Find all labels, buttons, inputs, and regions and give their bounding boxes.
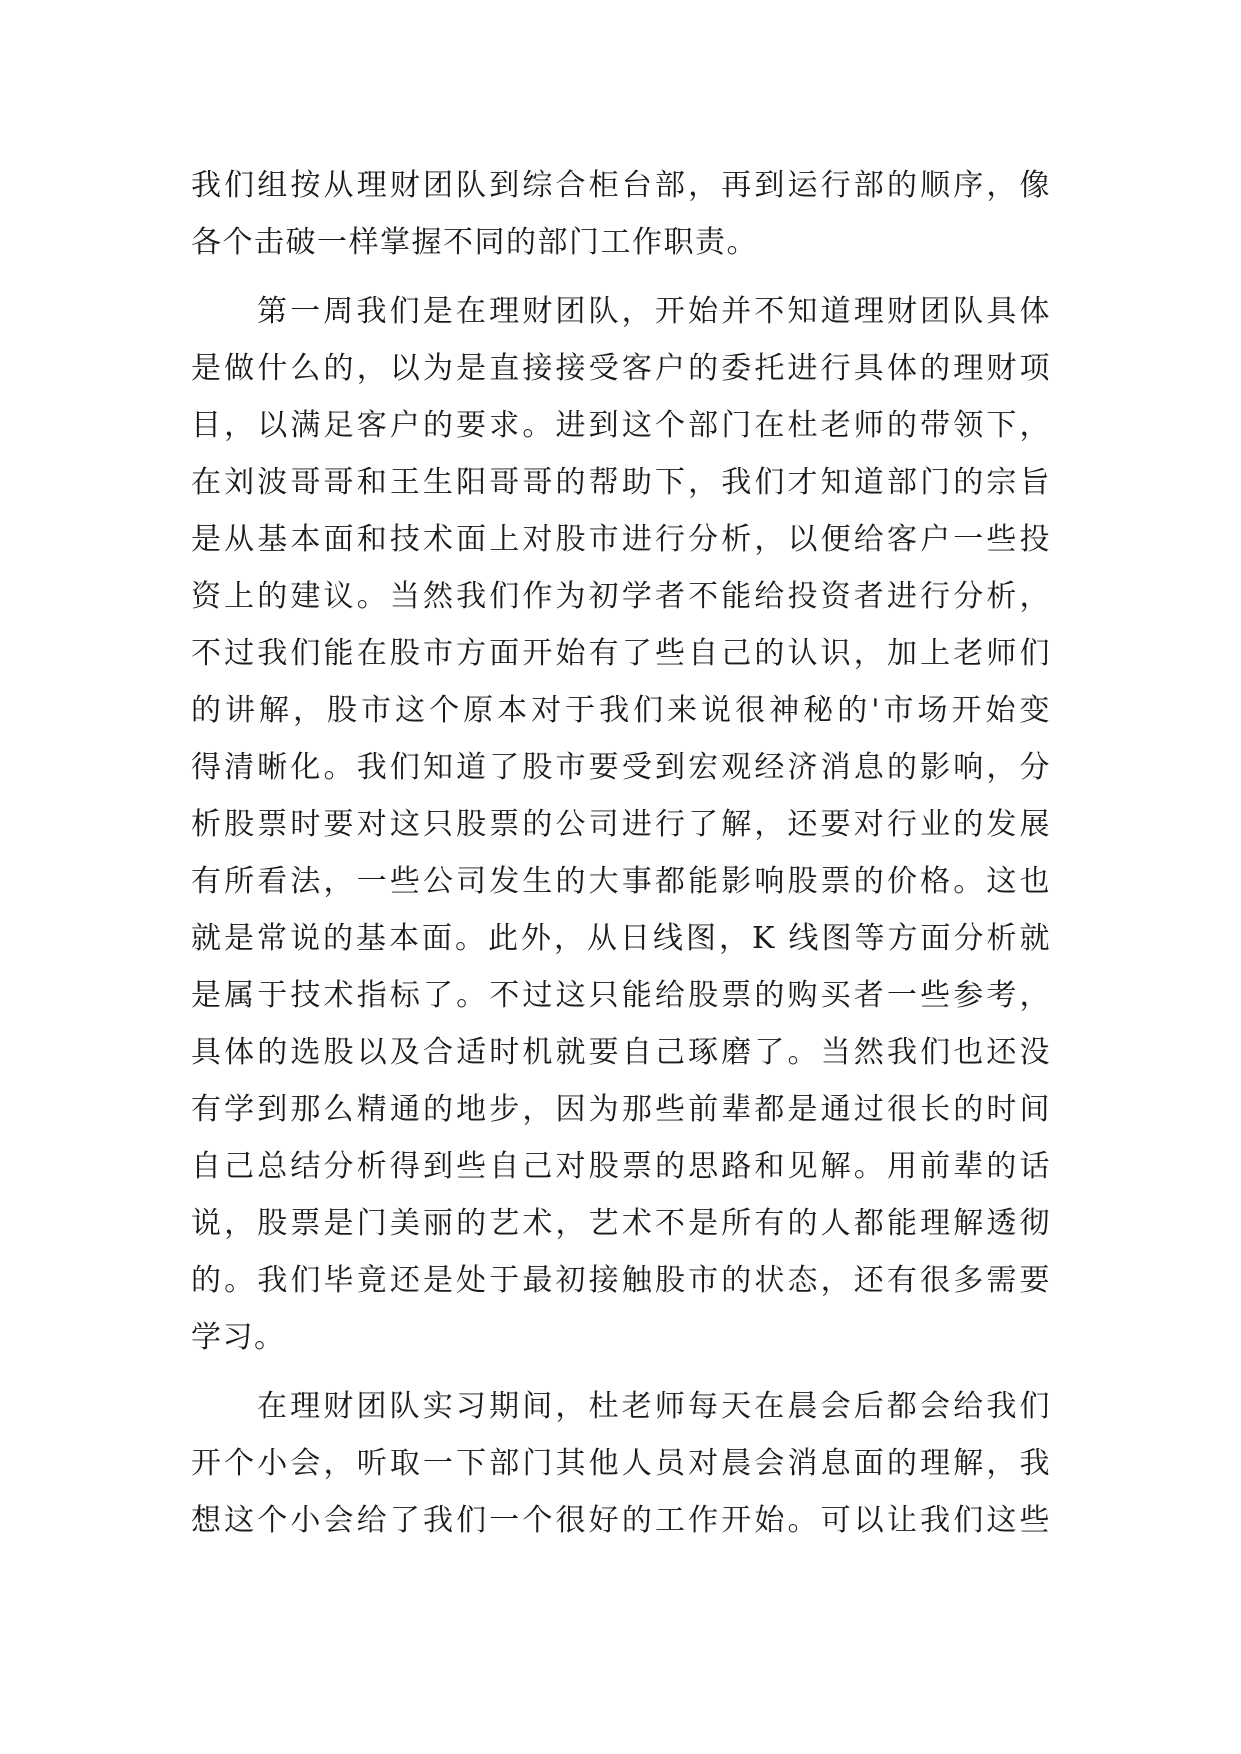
paragraph-2	[191, 283, 1051, 1366]
paragraph-1	[191, 157, 1051, 271]
text-line: 具体的选股以及合适时机就要自己琢磨了。当然我们也还没	[191, 1035, 1051, 1070]
text-line: 不过我们能在股市方面开始有了些自己的认识，加上老师们	[191, 636, 1051, 671]
text-line: 在理财团队实习期间，杜老师每天在晨会后都会给我们	[257, 1389, 1051, 1424]
text-line: 各个击破一样掌握不同的部门工作职责。	[191, 225, 758, 260]
text-line: 析股票时要对这只股票的公司进行了解，还要对行业的发展	[191, 807, 1051, 842]
text-line: 就是常说的基本面。此外，从日线图，K 线图等方面分析就	[191, 921, 1051, 956]
text-line: 第一周我们是在理财团队，开始并不知道理财团队具体	[257, 294, 1051, 329]
text-line: 自己总结分析得到些自己对股票的思路和见解。用前辈的话	[191, 1149, 1051, 1184]
text-line: 得清晰化。我们知道了股市要受到宏观经济消息的影响，分	[191, 750, 1051, 785]
text-line: 想这个小会给了我们一个很好的工作开始。可以让我们这些	[191, 1503, 1051, 1538]
text-line: 是从基本面和技术面上对股市进行分析，以便给客户一些投	[191, 522, 1051, 557]
text-line: 目，以满足客户的要求。进到这个部门在杜老师的带领下，	[191, 408, 1051, 443]
body-text	[191, 157, 1051, 1549]
text-line: 资上的建议。当然我们作为初学者不能给投资者进行分析，	[191, 579, 1051, 614]
text-line: 是属于技术指标了。不过这只能给股票的购买者一些参考，	[191, 978, 1051, 1013]
text-line: 的。我们毕竟还是处于最初接触股市的状态，还有很多需要	[191, 1263, 1051, 1298]
text-line: 开个小会，听取一下部门其他人员对晨会消息面的理解，我	[191, 1446, 1051, 1481]
text-line: 有所看法，一些公司发生的大事都能影响股票的价格。这也	[191, 864, 1051, 899]
text-line: 说，股票是门美丽的艺术，艺术不是所有的人都能理解透彻	[191, 1206, 1051, 1241]
text-line: 有学到那么精通的地步，因为那些前辈都是通过很长的时间	[191, 1092, 1051, 1127]
paragraph-3	[191, 1378, 1051, 1549]
text-line: 在刘波哥哥和王生阳哥哥的帮助下，我们才知道部门的宗旨	[191, 465, 1051, 500]
text-line: 我们组按从理财团队到综合柜台部，再到运行部的顺序，像	[191, 168, 1051, 203]
text-line: 是做什么的，以为是直接接受客户的委托进行具体的理财项	[191, 351, 1051, 386]
text-line: 学习。	[191, 1320, 286, 1355]
text-line: 的讲解，股市这个原本对于我们来说很神秘的'市场开始变	[191, 693, 1051, 728]
